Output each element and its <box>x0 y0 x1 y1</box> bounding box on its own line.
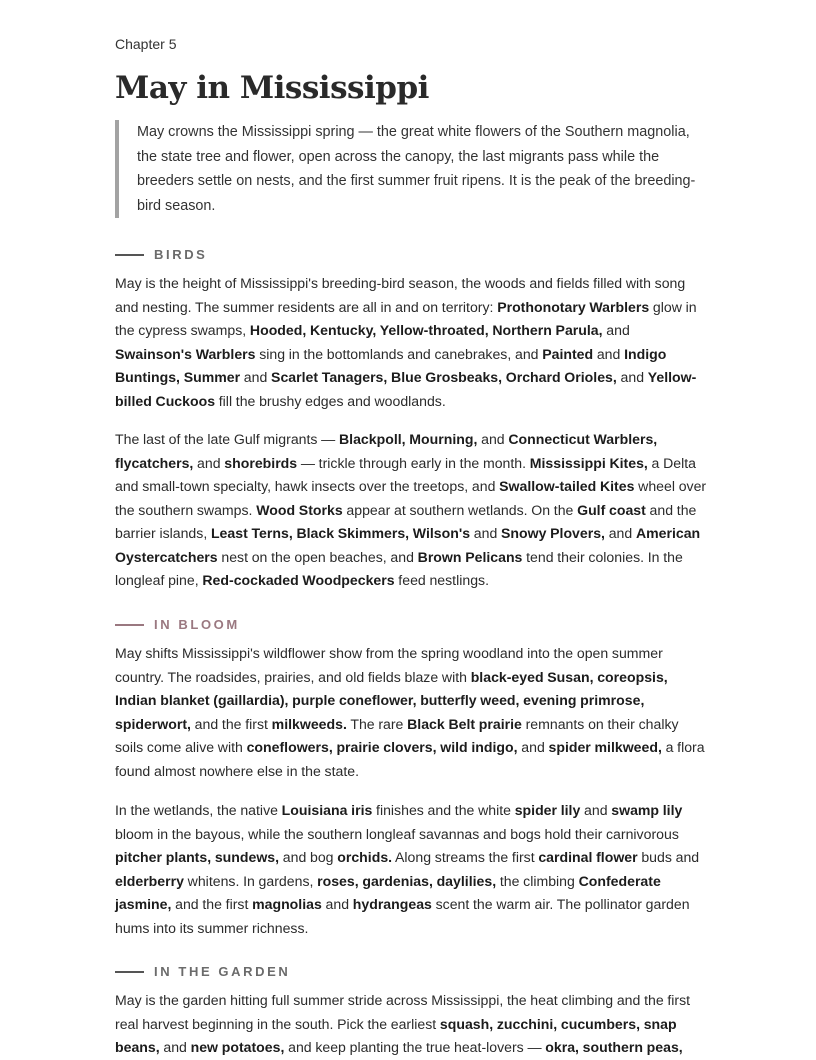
text-run: fill the brushy edges and woodlands. <box>215 392 446 409</box>
text-run: Along streams the first <box>392 849 539 865</box>
bold-term: roses, gardenias, daylilies, <box>317 872 497 889</box>
text-run: and <box>616 369 648 385</box>
bold-term: American Oystercatchers <box>115 525 701 565</box>
text-run: bloom in the bayous, while the southern longleaf savannas and bogs hold their carnivorous <box>115 825 679 842</box>
bold-term: pitcher plants, sundews, <box>115 849 280 865</box>
paragraph <box>115 799 707 940</box>
text-run: The rare <box>346 715 408 732</box>
bold-term: shorebirds <box>224 454 298 471</box>
bold-term: spider milkweed, <box>548 739 662 755</box>
paragraph <box>115 642 707 783</box>
text-run: nest on the open beaches, and <box>217 548 418 565</box>
text-run: and bog <box>279 849 338 865</box>
text-run: and <box>193 454 225 471</box>
heading-rule <box>115 254 144 256</box>
bold-term: okra, southern peas, <box>545 1039 683 1055</box>
bold-term: squash, zucchini, cucumbers, snap beans, <box>115 1015 677 1055</box>
text-run: wheel over the southern swamps. <box>115 478 707 518</box>
bold-term: Red-cockaded Woodpeckers <box>202 572 395 588</box>
text-run: glow in the cypress swamps, <box>115 298 697 338</box>
text-run: and <box>240 369 272 385</box>
bold-term: spider lily <box>514 802 581 818</box>
bold-term: Yellow-billed Cuckoos <box>115 369 697 409</box>
section-heading-birds <box>115 247 207 262</box>
bold-term: Scarlet Tanagers, Blue Grosbeaks, Orchard Orioles, <box>271 369 617 385</box>
bold-term: elderberry <box>115 872 184 889</box>
text-run: and <box>470 525 501 541</box>
text-run: sing in the bottomlands and canebrakes, and <box>255 345 543 362</box>
text-run: In the wetlands, the native <box>115 802 282 818</box>
text-run: and keep planting the true heat-lovers — <box>284 1039 546 1055</box>
bold-term: swamp lily <box>611 802 683 818</box>
heading-rule <box>115 971 144 973</box>
bold-term: Black Belt prairie <box>407 715 522 732</box>
bold-term: Swainson's Warblers <box>115 345 256 362</box>
text-run: and <box>602 322 630 338</box>
text-run: appear at southern wetlands. On the <box>342 501 578 518</box>
bold-term: Louisiana iris <box>281 802 373 818</box>
bold-term: Gulf coast <box>577 501 646 518</box>
bold-term: Wood Storks <box>256 501 343 518</box>
bold-term: magnolias <box>252 896 322 912</box>
section-heading-label: IN THE GARDEN <box>154 964 291 979</box>
section-heading-in-bloom <box>115 617 240 632</box>
bold-term: Confederate jasmine, <box>115 872 661 912</box>
text-run: The last of the late Gulf migrants — <box>115 431 339 447</box>
text-run: and <box>321 896 353 912</box>
bold-term: Painted <box>542 345 594 362</box>
text-run: the climbing <box>496 872 579 889</box>
bold-term: orchids. <box>337 849 393 865</box>
section-heading-label: IN BLOOM <box>154 617 240 632</box>
text-run: feed nestlings. <box>394 572 489 588</box>
bold-term: milkweeds. <box>271 715 347 732</box>
text-run: a Delta and small-town specialty, hawk insects over the treetops, and <box>115 454 697 494</box>
text-run: remnants on their chalky soils come alive with <box>115 715 679 755</box>
bold-term: coneflowers, prairie clovers, wild indigo, <box>246 739 518 755</box>
bold-term: cardinal flower <box>538 849 638 865</box>
text-run: and <box>159 1039 191 1055</box>
bold-term: Indigo Buntings, Summer <box>115 345 667 385</box>
bold-term: Connecticut Warblers, flycatchers, <box>115 431 658 471</box>
bold-term: black-eyed Susan, coreopsis, Indian blanket (gaillardia), purple coneflower, butterfly weed, evening primrose, spiderwort, <box>115 668 668 732</box>
text-run: and the first <box>190 715 272 732</box>
text-run: May is the height of Mississippi's breeding-bird season, the woods and fields filled with song and nesting. The summer residents are all in and on territory: <box>115 275 686 315</box>
text-run: and the barrier islands, <box>115 501 697 541</box>
text-run: buds and <box>637 849 700 865</box>
paragraph <box>115 428 707 593</box>
paragraph <box>115 989 707 1060</box>
text-run: May shifts Mississippi's wildflower show from the spring woodland into the open summer country. The roadsides, prairies, and old fields blaze with <box>115 645 663 685</box>
intro-text: May crowns the Mississippi spring — the great white flowers of the Southern magnolia, the state tree and flower, open across the canopy, the last migrants pass while the breeders settle on nests, and the first summer fruit ripens. It is the peak of the breeding-bird season. <box>137 124 696 214</box>
text-run: finishes and the white <box>372 802 515 818</box>
bold-term: Mississippi Kites, <box>529 454 648 471</box>
text-run: May is the garden hitting full summer stride across Mississippi, the heat climbing and the first real harvest beginning in the south. Pick the earliest <box>115 992 691 1032</box>
bold-term: Brown Pelicans <box>417 548 523 565</box>
section-heading-in-the-garden <box>115 964 290 979</box>
text-run: and <box>517 739 549 755</box>
bold-term: Hooded, Kentucky, Yellow-throated, Northern Parula, <box>249 322 603 338</box>
bold-term: Snowy Plovers, <box>501 525 605 541</box>
bold-term: Swallow-tailed Kites <box>499 478 635 494</box>
bold-term: new potatoes, <box>190 1039 285 1055</box>
page-title: May in Mississippi <box>115 70 429 106</box>
paragraph <box>115 272 707 413</box>
text-run: whitens. In gardens, <box>183 872 318 889</box>
section-heading-label: BIRDS <box>154 247 208 262</box>
text-run: and <box>580 802 612 818</box>
chapter-label: Chapter 5 <box>115 36 177 52</box>
text-run: a flora found almost nowhere else in the state. <box>115 739 705 779</box>
bold-term: Prothonotary Warblers <box>497 298 650 315</box>
text-run: — trickle through early in the month. <box>297 454 530 471</box>
text-run: and <box>604 525 636 541</box>
bold-term: Blackpoll, Mourning, <box>339 431 478 447</box>
bold-term: hydrangeas <box>352 896 432 912</box>
heading-rule <box>115 624 144 626</box>
text-run: and <box>477 431 509 447</box>
bold-term: Least Terns, Black Skimmers, Wilson's <box>210 525 471 541</box>
text-run: scent the warm air. The pollinator garden hums into its summer richness. <box>115 896 690 936</box>
text-run: tend their colonies. In the longleaf pine, <box>115 548 683 588</box>
intro-blockquote <box>115 120 705 218</box>
text-run: and <box>593 345 625 362</box>
text-run: and the first <box>171 896 253 912</box>
